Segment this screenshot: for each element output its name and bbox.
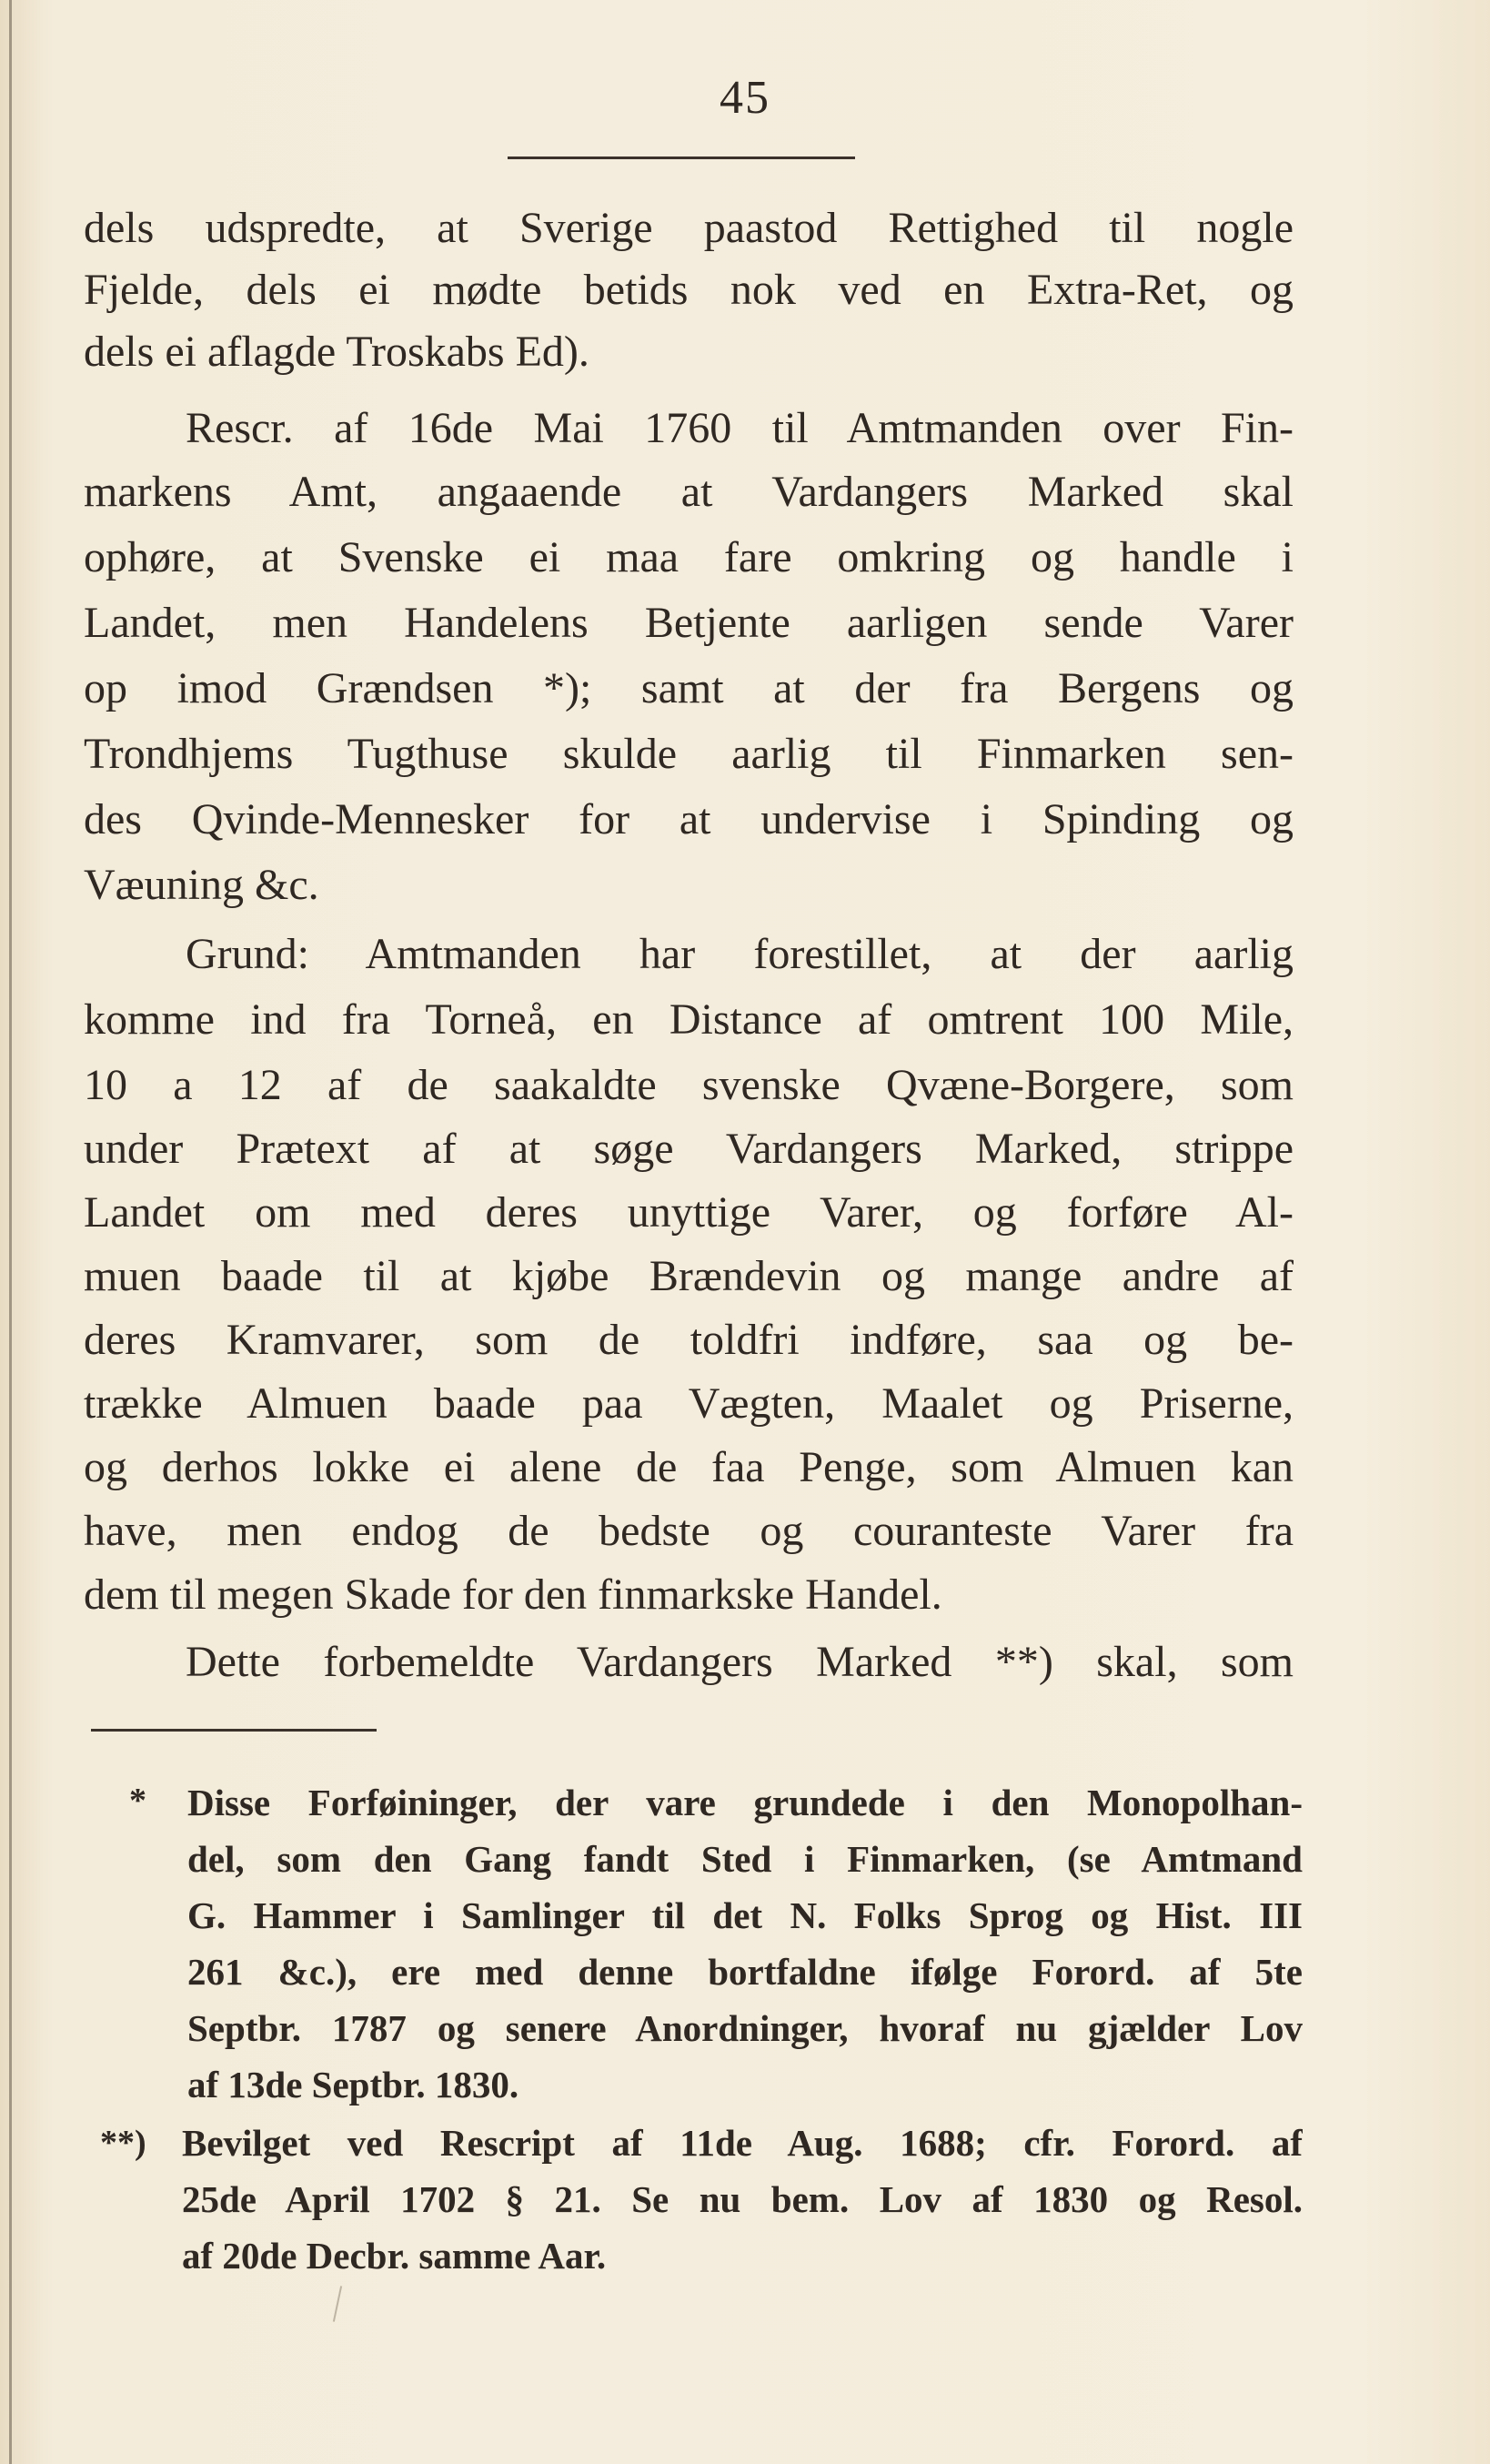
footnote-line: 261 &c.), ere med denne bortfaldne ifølge Forord. af 5te: [187, 1951, 1303, 1993]
page-edge-shadow: [9, 0, 12, 2464]
body-line: Rescr. af 16de Mai 1760 til Amtmanden over Fin-: [186, 404, 1294, 452]
body-line: deres Kramvarer, som de toldfri indføre, saa og be-: [84, 1316, 1294, 1364]
body-line: markens Amt, angaaende at Vardangers Marked skal: [84, 468, 1294, 516]
body-line: ophøre, at Svenske ei maa fare omkring og handle i: [84, 533, 1294, 581]
page-number: 45: [720, 72, 770, 124]
ink-mark: [333, 2286, 342, 2322]
footnote-line: Bevilget ved Rescript af 11de Aug. 1688; cfr. Forord. af: [182, 2122, 1303, 2164]
body-line: muen baade til at kjøbe Brændevin og mange andre af: [84, 1252, 1294, 1300]
footnote-line: del, som den Gang fandt Sted i Finmarken, (se Amtmand: [187, 1838, 1303, 1880]
body-line: dem til megen Skade for den finmarkske Handel.: [84, 1570, 942, 1619]
footnote-line: af 20de Decbr. samme Aar.: [182, 2235, 607, 2277]
body-line: Dette forbemeldte Vardangers Marked **) skal, som: [186, 1638, 1294, 1686]
body-line: Landet, men Handelens Betjente aarligen sende Varer: [84, 599, 1294, 647]
body-line: Fjelde, dels ei mødte betids nok ved en Extra-Ret, og: [84, 266, 1294, 314]
footnote-line: af 13de Septbr. 1830.: [187, 2064, 519, 2106]
header-rule: [508, 157, 855, 159]
body-line: op imod Grændsen *); samt at der fra Bergens og: [84, 664, 1294, 712]
footnote-marker: *: [129, 1782, 146, 1820]
body-line: dels ei aflagde Troskabs Ed).: [84, 328, 589, 376]
footnote-line: 25de April 1702 § 21. Se nu bem. Lov af 1830 og Resol.: [182, 2178, 1303, 2220]
footnote-rule: [91, 1729, 377, 1732]
footnote-line: G. Hammer i Samlinger til det N. Folks Sprog og Hist. III: [187, 1894, 1303, 1936]
body-line: Landet om med deres unyttige Varer, og forføre Al-: [84, 1188, 1294, 1237]
body-line: og derhos lokke ei alene de faa Penge, som Almuen kan: [84, 1443, 1294, 1491]
body-line: des Qvinde-Mennesker for at undervise i Spinding og: [84, 795, 1294, 843]
footnote-line: Disse Forføininger, der vare grundede i den Monopolhan-: [187, 1782, 1303, 1823]
body-line: komme ind fra Torneå, en Distance af omtrent 100 Mile,: [84, 995, 1294, 1044]
body-line: 10 a 12 af de saakaldte svenske Qvæne-Borgere, som: [84, 1061, 1294, 1109]
footnote-marker: **): [100, 2124, 146, 2162]
body-line: dels udspredte, at Sverige paastod Rettighed til nogle: [84, 204, 1294, 252]
body-line: Trondhjems Tugthuse skulde aarlig til Finmarken sen-: [84, 730, 1294, 778]
body-line: have, men endog de bedste og couranteste Varer fra: [84, 1507, 1294, 1555]
body-line: Væuning &c.: [84, 861, 319, 909]
body-line: trække Almuen baade paa Vægten, Maalet og Priserne,: [84, 1379, 1294, 1428]
body-line: Grund: Amtmanden har forestillet, at der aarlig: [186, 930, 1294, 978]
body-line: under Prætext af at søge Vardangers Marked, strippe: [84, 1125, 1294, 1173]
footnote-line: Septbr. 1787 og senere Anordninger, hvoraf nu gjælder Lov: [187, 2007, 1303, 2049]
